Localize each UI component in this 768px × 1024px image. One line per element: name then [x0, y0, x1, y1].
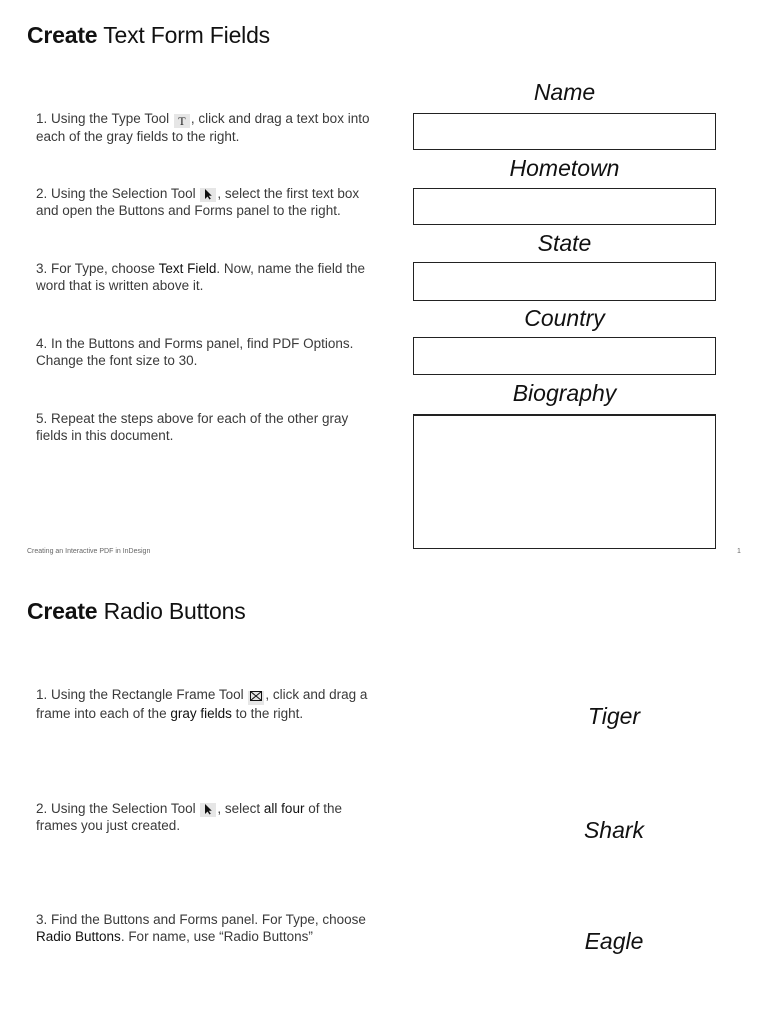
step-5 — [36, 410, 376, 444]
field-label-state: State — [537, 230, 592, 256]
step-3 — [36, 260, 376, 294]
radio-step-2-text-a: 2. Using the Selection Tool — [36, 801, 196, 816]
step-3-text-b: . Now, name the field the word that is written above it. — [36, 261, 365, 293]
step-2-text-b: , select the first text box and open the Buttons and Forms panel to the right. — [36, 186, 360, 218]
title-rest: Text Form Fields — [103, 22, 270, 48]
radio-step-3 — [36, 911, 376, 945]
field-label-hometown: Hometown — [509, 155, 620, 181]
radio-step-2-text-c: of the frames you just created. — [36, 801, 342, 833]
name-field[interactable] — [413, 113, 716, 150]
field-label-biography: Biography — [512, 380, 617, 406]
step-2-text-a: 2. Using the Selection Tool — [36, 186, 196, 201]
radio-option-eagle[interactable]: Eagle — [584, 928, 644, 954]
state-field[interactable] — [413, 262, 716, 301]
radio-step-3-text-b: . For name, use “Radio Buttons” — [120, 929, 313, 944]
radio-step-1-text-a: 1. Using the Rectangle Frame Tool — [36, 687, 244, 702]
title-rest-2: Radio Buttons — [103, 598, 246, 624]
frame-icon — [248, 691, 264, 705]
field-label-country: Country — [524, 305, 605, 331]
radio-step-1-text-c: to the right. — [235, 706, 304, 721]
step-5-text: 5. Repeat the steps above for each of the other gray fields in this document. — [36, 411, 349, 443]
arrow-cursor-icon — [200, 803, 216, 817]
title-bold-2: Create — [27, 598, 98, 624]
radio-step-2 — [36, 800, 376, 834]
footer-page-number: 1 — [737, 548, 741, 555]
radio-option-shark[interactable]: Shark — [583, 817, 645, 843]
country-field[interactable] — [413, 337, 716, 375]
page-title-radio-buttons — [27, 598, 246, 625]
radio-step-1-highlight: gray fields — [170, 706, 232, 721]
hometown-field[interactable] — [413, 188, 716, 225]
radio-step-2-highlight: all four — [263, 801, 305, 816]
page-title-text-form-fields — [27, 22, 270, 49]
step-3-text-a: 3. For Type, choose — [36, 261, 156, 276]
title-bold: Create — [27, 22, 98, 48]
biography-field[interactable] — [413, 414, 716, 549]
field-label-name: Name — [533, 79, 596, 105]
radio-step-3-highlight: Radio Buttons — [36, 929, 121, 944]
step-2 — [36, 185, 376, 219]
radio-step-3-text-a: 3. Find the Buttons and Forms panel. For Type, choose — [36, 912, 366, 927]
radio-step-2-text-b: , select — [217, 801, 261, 816]
footer-doc-title: Creating an Interactive PDF in InDesign — [27, 548, 151, 555]
type-tool-icon: T — [174, 114, 190, 128]
radio-step-1 — [36, 686, 376, 722]
step-1-text-b: , click and drag a text box into each of the gray fields to the right. — [36, 111, 370, 144]
radio-option-tiger[interactable]: Tiger — [587, 703, 641, 729]
step-4 — [36, 335, 376, 369]
step-1 — [36, 110, 376, 145]
step-3-highlight: Text Field — [158, 261, 217, 276]
step-1-text-a: 1. Using the Type Tool — [36, 111, 170, 126]
arrow-cursor-icon — [200, 188, 216, 202]
radio-step-1-text-b: , click and drag a frame into each of the — [36, 687, 368, 721]
step-4-text: 4. In the Buttons and Forms panel, find PDF Options. Change the font size to 30. — [36, 336, 354, 368]
